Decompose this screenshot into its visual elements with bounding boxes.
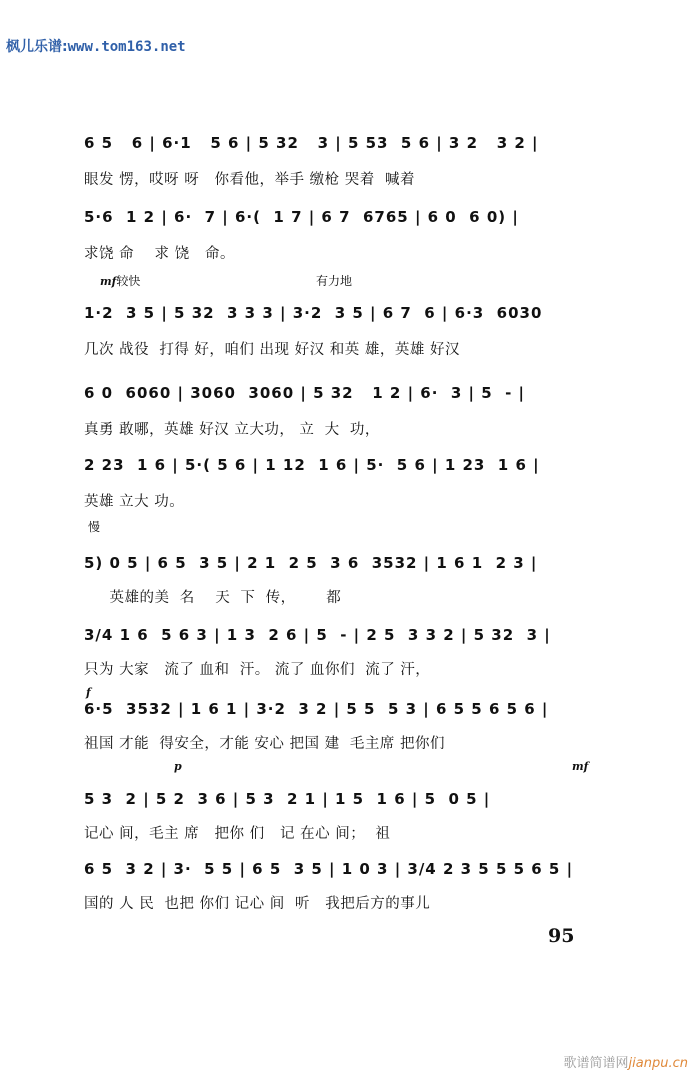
page-number: 95: [548, 925, 575, 947]
site-header: [6, 36, 186, 56]
tempo-word: 较快: [116, 274, 141, 288]
lyric-line-2: 求饶 命 求 饶 命。: [84, 246, 235, 262]
tempo-mark-slow: [88, 518, 100, 535]
notation-line-3: 1·2 3 5 | 5 32 3 3 3 | 3·2 3 5 | 6 7 6 | 6·3 6030: [84, 304, 543, 322]
lyric-line-5: 英雄 立大 功。: [84, 494, 185, 510]
dynamic-mark: p: [174, 760, 182, 773]
notation-line-10: 6 5 3 2 | 3· 5 5 | 6 5 3 5 | 1 0 3 | 3/4 2 3 5 5 5 6 5 |: [84, 860, 574, 878]
notation-line-8: 6·5 3532 | 1 6 1 | 3·2 3 2 | 5 5 5 3 | 6 5 5 6 5 6 |: [84, 700, 549, 718]
lyric-line-6: 英雄的美 名 天 下 传， 都: [84, 590, 342, 606]
watermark-text: 歌谱简谱网: [563, 1056, 629, 1071]
notation-line-1: 6 5 6 | 6·1 5 6 | 5 32 3 | 5 53 5 6 | 3 2 3 2 |: [84, 134, 539, 152]
notation-line-4: 6 0 6060 | 3060 3060 | 5 32 1 2 | 6· 3 | 5 - |: [84, 384, 526, 402]
notation-line-5: 2 23 1 6 | 5·( 5 6 | 1 12 1 6 | 5· 5 6 | 1 23 1 6 |: [84, 456, 540, 474]
notation-line-2: 5·6 1 2 | 6· 7 | 6·( 1 7 | 6 7 6765 | 6 0 6 0) |: [84, 208, 519, 226]
watermark-accent: jianpu.cn: [628, 1056, 688, 1071]
lyric-line-10: 国的 人 民 也把 你们 记心 间 听 我把后方的事儿: [84, 896, 431, 912]
expression-word: 有力地: [316, 274, 353, 288]
dynamic-piano-mark: [174, 760, 182, 773]
tempo-word: 慢: [88, 520, 101, 534]
notation-line-9: 5 3 2 | 5 2 3 6 | 5 3 2 1 | 1 5 1 6 | 5 0 5 |: [84, 790, 491, 808]
lyric-line-8: 祖国 才能 得安全，才能 安心 把国 建 毛主席 把你们: [84, 736, 445, 752]
dynamic-mark: f: [86, 686, 91, 699]
site-url[interactable]: www.tom163.net: [67, 39, 186, 55]
dynamic-forte-mark: [86, 686, 91, 699]
expression-mark-forceful: [316, 272, 352, 289]
notation-line-6: 5) 0 5 | 6 5 3 5 | 2 1 2 5 3 6 3532 | 1 6 1 2 3 |: [84, 554, 538, 572]
lyric-line-9: 记心 间，毛主 席 把你 们 记 在心 间； 祖: [84, 826, 391, 842]
watermark: [564, 1052, 688, 1071]
lyric-line-1: 眼发 愣，哎呀 呀 你看他，举手 缴枪 哭着 喊着: [84, 172, 415, 188]
lyric-line-4: 真勇 敢哪，英雄 好汉 立大功， 立 大 功，: [84, 422, 380, 438]
lyric-line-7: 只为 大家 流了 血和 汗。 流了 血你们 流了 汗，: [84, 662, 431, 678]
notation-line-7: 3/4 1 6 5 6 3 | 1 3 2 6 | 5 - | 2 5 3 3 2 | 5 32 3 |: [84, 626, 551, 644]
lyric-line-3: 几次 战役 打得 好，咱们 出现 好汉 和英 雄，英雄 好汉: [84, 342, 460, 358]
site-name: 枫儿乐谱:: [6, 39, 68, 55]
dynamic-mark: mf: [100, 275, 117, 288]
dynamic-mark: mf: [572, 760, 589, 773]
dynamic-mezzo-forte-mark: [572, 760, 588, 773]
tempo-mark-faster: [100, 272, 140, 289]
